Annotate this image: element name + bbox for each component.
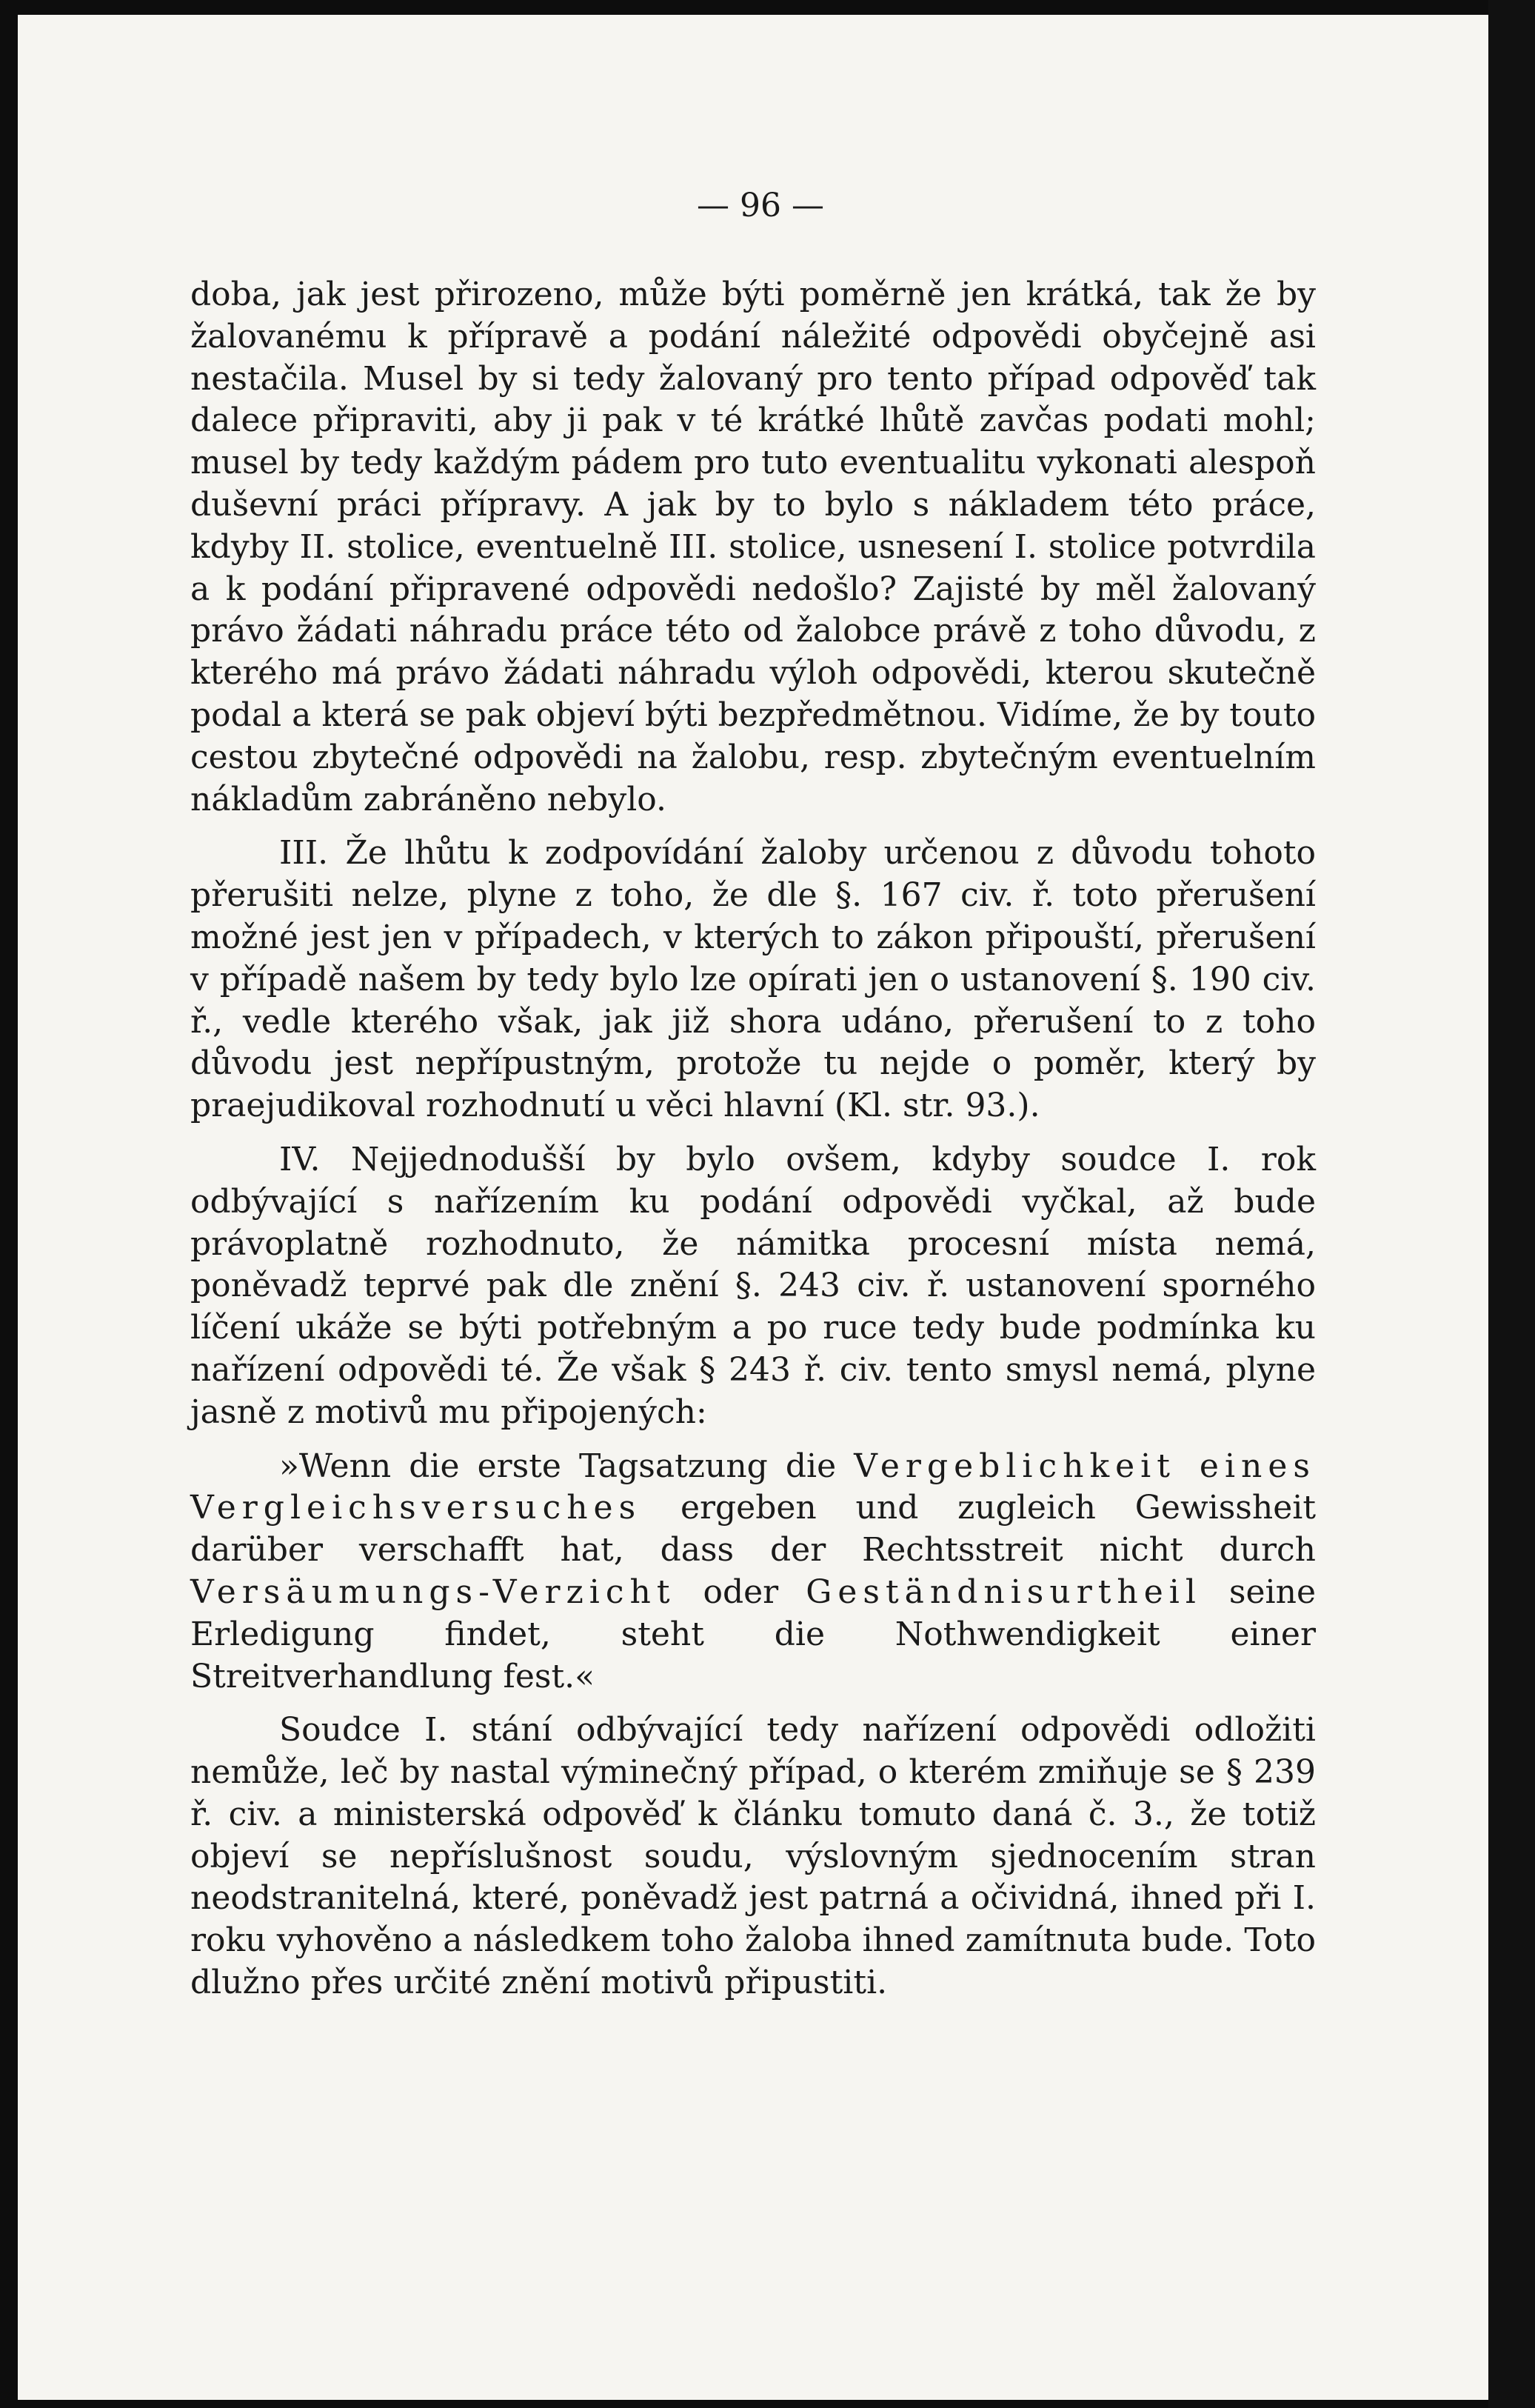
quote-emphasis-versaeumungs: Versäumungs-Verzicht [190,1572,676,1611]
quotation-german [190,1446,1316,1698]
quote-segment: oder [675,1572,806,1611]
page-number: — 96 — [697,187,824,224]
page-text [190,185,1316,2004]
quote-segment: »Wenn die erste Tagsatzung die [279,1447,855,1485]
paragraph-iii: III. Že lhůtu k zodpovídání žaloby určenou z důvodu tohoto přerušiti nelze, plyne z toho, že dle §. 167 civ. ř. toto přerušení možné jest jen v případech, v kterých to zákon připouští, přerušení v případě našem by tedy bylo lze opírati jen o ustanovení §. 190 civ. ř., vedle kterého však, jak již shora udáno, přerušení to z toho důvodu jest nepřípustným, protože tu nejde o poměr, který by praejudikoval rozhodnutí u věci hlavní (Kl. str. 93.). [190,834,1316,1125]
quote-emphasis-gestaendnis: Geständnisurtheil [806,1572,1202,1611]
quote-segment: seine Erledigung findet, steht die Nothwendigkeit einer Streitverhandlung fest.« [190,1572,1317,1695]
paragraph-doba: doba, jak jest přirozeno, může býti poměrně jen krátká, tak že by žalovanému k přípravě a podání náležité odpovědi obyčejně asi nestačila. Musel by si tedy žalovaný pro tento případ odpověď tak dalece připraviti, aby ji pak v té krátké lhůtě zavčas podati mohl; musel by tedy každým pádem pro tuto eventualitu vykonati alespoň duševní práci přípravy. A jak by to bylo s nákladem této práce, kdyby II. stolice, eventuelně III. stolice, usnesení I. stolice potvrdila a k podání připravené odpovědi nedošlo? Zajisté by měl žalovaný právo žádati náhradu práce této od žalobce právě z toho důvodu, z kterého má právo žádati náhradu výloh odpovědi, kterou skutečně podal a která se pak objeví býti bezpředmětnou. Vidíme, že by touto cestou zbytečné odpovědi na žalobu, resp. zbytečným eventuelním nákladům zabráněno nebylo. [190,276,1316,818]
quote-emphasis-vergeblichkeit: Vergeblichkeit eines Vergleichsversuches [190,1447,1316,1527]
quote-segment: ergeben und zugleich Gewissheit darüber verschafft hat, dass der Rechtsstreit nicht durch [190,1489,1316,1570]
paragraph-iv: IV. Nejjednodušší by bylo ovšem, kdyby soudce I. rok odbývající s nařízením ku podání odpovědi vyčkal, až bude právoplatně rozhodnuto, že námitka procesní místa nemá, poněvadž teprvé pak dle znění §. 243 civ. ř. ustanovení sporného líčení ukáže se býti potřebným a po ruce tedy bude podmínka ku nařízení odpovědi té. Že však § 243 ř. civ. tento smysl nemá, plyne jasně z motivů mu připojených: [190,1140,1316,1431]
paragraph-soudce: Soudce I. stání odbývající tedy nařízení odpovědi odložiti nemůže, leč by nastal výminečný případ, o kterém zmiňuje se § 239 ř. civ. a ministerská odpověď k článku tomuto daná č. 3., že totiž objeví se nepříslušnost soudu, výslovným sjednocením stran neodstranitelná, které, poněvadž jest patrná a očividná, ihned při I. roku vyhověno a následkem toho žaloba ihned zamítnuta bude. Toto dlužno přes určité znění motivů připustiti. [190,1711,1316,2002]
scan-dark-border [1488,0,1535,2408]
